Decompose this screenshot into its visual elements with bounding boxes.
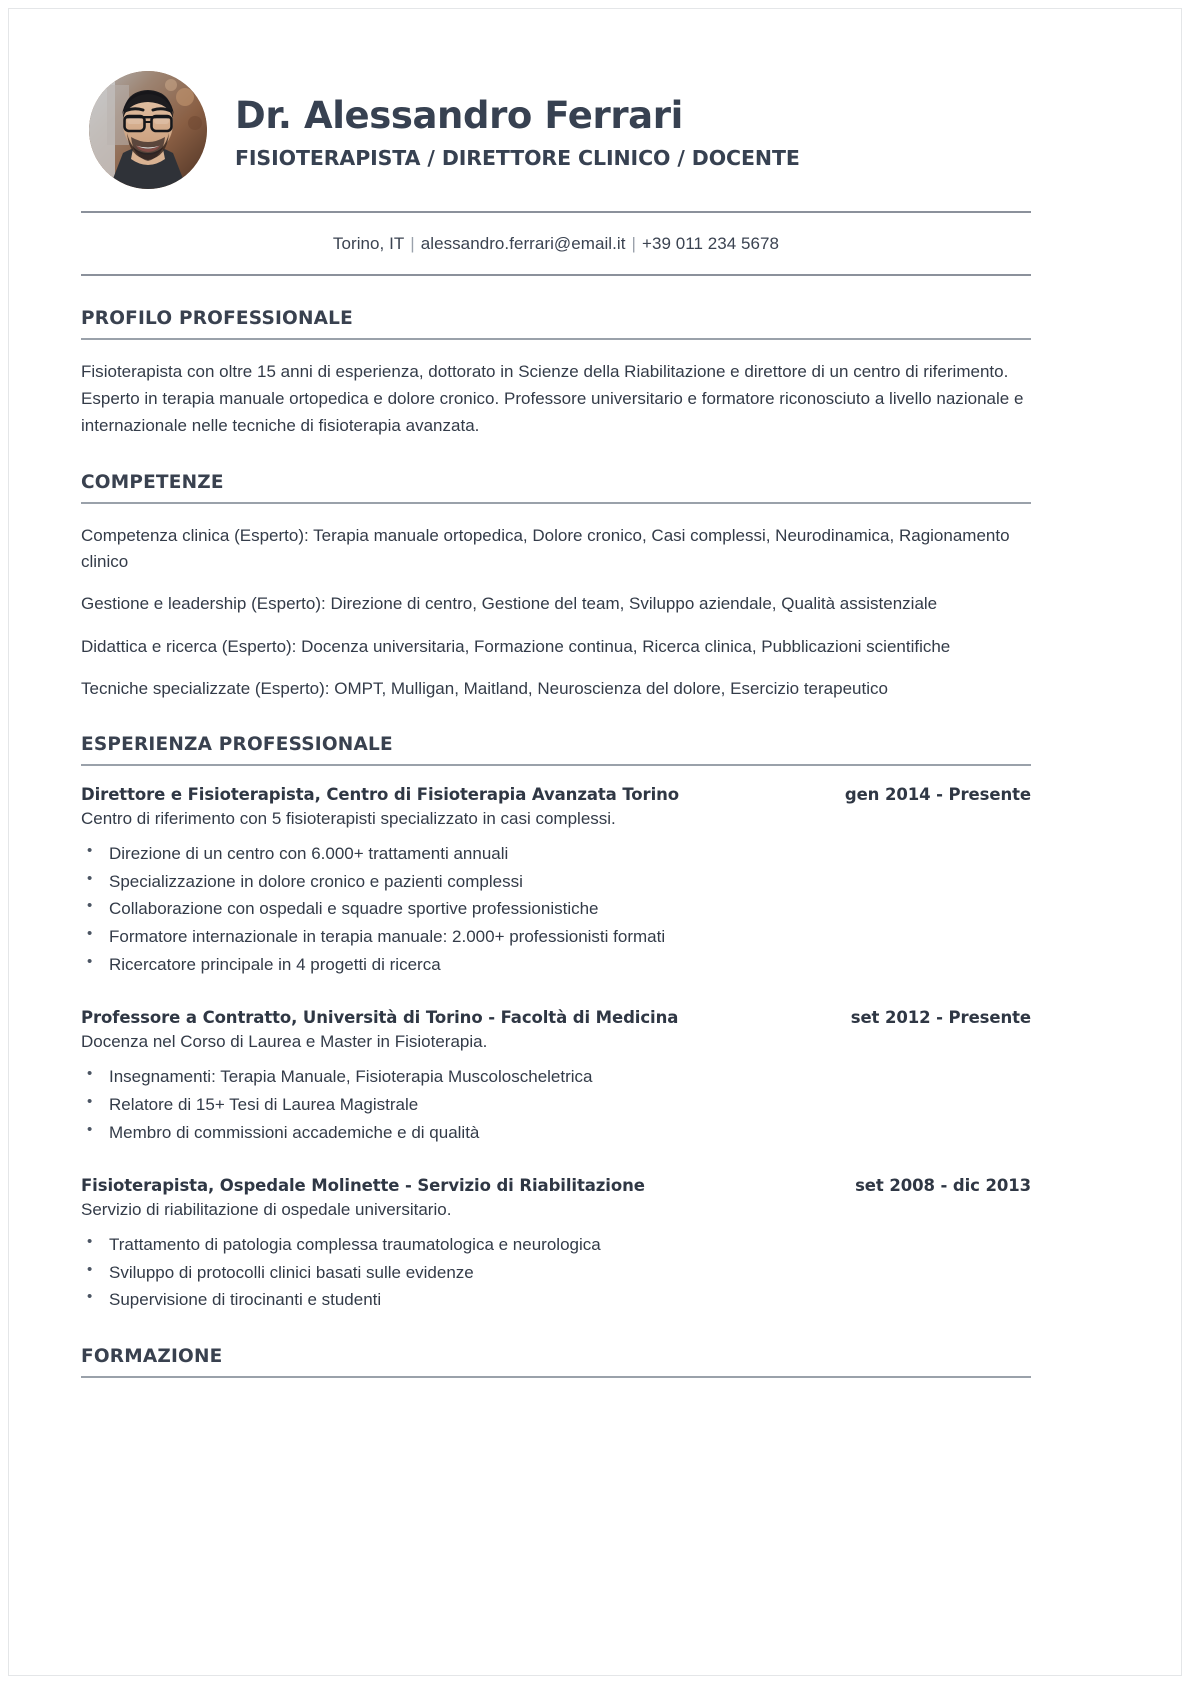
avatar — [89, 71, 207, 189]
experience-entry — [81, 1176, 1031, 1314]
list-item: • Relatore di 15+ Tesi di Laurea Magistrale — [81, 1091, 1031, 1119]
list-item: • Collaborazione con ospedali e squadre sportive professionistiche — [81, 895, 1031, 923]
section-divider-profile — [81, 338, 1031, 340]
section-title-profile: PROFILO PROFESSIONALE — [81, 308, 354, 329]
section-title-skills: COMPETENZE — [81, 471, 224, 493]
experience-job-title: Professore a Contratto, Università di Torino - Facoltà di Medicina — [81, 1008, 679, 1028]
list-item: • Supervisione di tirocinanti e studenti — [81, 1286, 1031, 1314]
experience-job-title: Direttore e Fisioterapista, Centro di Fisioterapia Avanzata Torino — [81, 785, 680, 805]
experience-entry — [81, 785, 1031, 978]
list-item: • Formatore internazionale in terapia manuale: 2.000+ professionisti formati — [81, 923, 1031, 951]
contact-location: Torino, IT — [332, 234, 405, 253]
section-skills — [81, 472, 1031, 703]
section-divider-experience — [81, 764, 1031, 766]
profile-photo-icon — [89, 71, 207, 189]
experience-entry — [81, 1008, 1031, 1146]
skill-group: Competenza clinica (Esperto): Terapia manuale ortopedica, Dolore cronico, Casi complessi, Neurodinamica, Ragionamento clinico — [81, 525, 1010, 571]
experience-job-description: Servizio di riabilitazione di ospedale universitario. — [81, 1200, 452, 1220]
experience-job-dates: set 2008 - dic 2013 — [855, 1176, 1031, 1196]
list-item: • Direzione di un centro con 6.000+ trattamenti annuali — [81, 840, 1031, 868]
section-title-education: FORMAZIONE — [81, 1345, 223, 1367]
experience-bullet-list — [81, 1063, 1031, 1146]
experience-entry-header — [81, 785, 1031, 804]
professional-headline: FISIOTERAPISTA / DIRETTORE CLINICO / DOCENTE — [235, 146, 800, 171]
contact-separator-1: | — [410, 234, 415, 253]
section-education — [81, 1346, 1031, 1378]
experience-job-dates: gen 2014 - Presente — [844, 785, 1031, 805]
skill-group: Tecniche specializzate (Esperto): OMPT, Mulligan, Maitland, Neuroscienza del dolore, Esercizio terapeutico — [81, 678, 888, 698]
list-item: • Sviluppo di protocolli clinici basati sulle evidenze — [81, 1259, 1031, 1287]
section-experience — [81, 734, 1031, 1314]
experience-entry-header — [81, 1176, 1031, 1195]
list-item: • Membro di commissioni accademiche e di qualità — [81, 1119, 1031, 1147]
contact-line — [81, 213, 1031, 274]
profile-summary-text: Fisioterapista con oltre 15 anni di esperienza, dottorato in Scienze della Riabilitazione e direttore di un centro di riferimento. Esperto in terapia manuale ortopedica e dolore cronico. Professore universitario e formatore riconosciuto a livello nazionale e internazionale nelle tecniche di fisioterapia avanzata. — [81, 362, 1024, 435]
section-title-experience: ESPERIENZA PROFESSIONALE — [81, 734, 393, 756]
experience-job-description: Docenza nel Corso di Laurea e Master in Fisioterapia. — [81, 1032, 488, 1052]
experience-bullet-list — [81, 1231, 1031, 1314]
experience-job-description: Centro di riferimento con 5 fisioterapisti specializzato in casi complessi. — [81, 809, 616, 829]
experience-job-title: Fisioterapista, Ospedale Molinette - Servizio di Riabilitazione — [81, 1176, 645, 1196]
section-divider-skills — [81, 502, 1031, 504]
skill-group: Gestione e leadership (Esperto): Direzione di centro, Gestione del team, Sviluppo aziendale, Qualità assistenziale — [81, 594, 938, 614]
list-item: • Ricercatore principale in 4 progetti di ricerca — [81, 951, 1031, 979]
resume-header — [81, 71, 1031, 189]
skill-group: Didattica e ricerca (Esperto): Docenza universitaria, Formazione continua, Ricerca clinica, Pubblicazioni scientifiche — [81, 636, 951, 656]
section-divider-education — [81, 1376, 1031, 1378]
contact-phone[interactable]: +39 011 234 5678 — [641, 234, 780, 253]
list-item: • Trattamento di patologia complessa traumatologica e neurologica — [81, 1231, 1031, 1259]
page-title: Dr. Alessandro Ferrari — [235, 93, 683, 137]
resume-sheet — [8, 8, 1182, 1676]
resume-content — [81, 71, 1031, 1378]
identity-block — [235, 90, 800, 171]
section-profile — [81, 308, 1031, 440]
list-item: • Specializzazione in dolore cronico e pazienti complessi — [81, 868, 1031, 896]
experience-job-dates: set 2012 - Presente — [850, 1008, 1031, 1028]
contact-divider — [81, 274, 1031, 276]
contact-separator-2: | — [631, 234, 636, 253]
experience-bullet-list — [81, 840, 1031, 979]
list-item: • Insegnamenti: Terapia Manuale, Fisioterapia Muscoloscheletrica — [81, 1063, 1031, 1091]
experience-entry-header — [81, 1008, 1031, 1027]
contact-email[interactable]: alessandro.ferrari@email.it — [420, 234, 626, 253]
